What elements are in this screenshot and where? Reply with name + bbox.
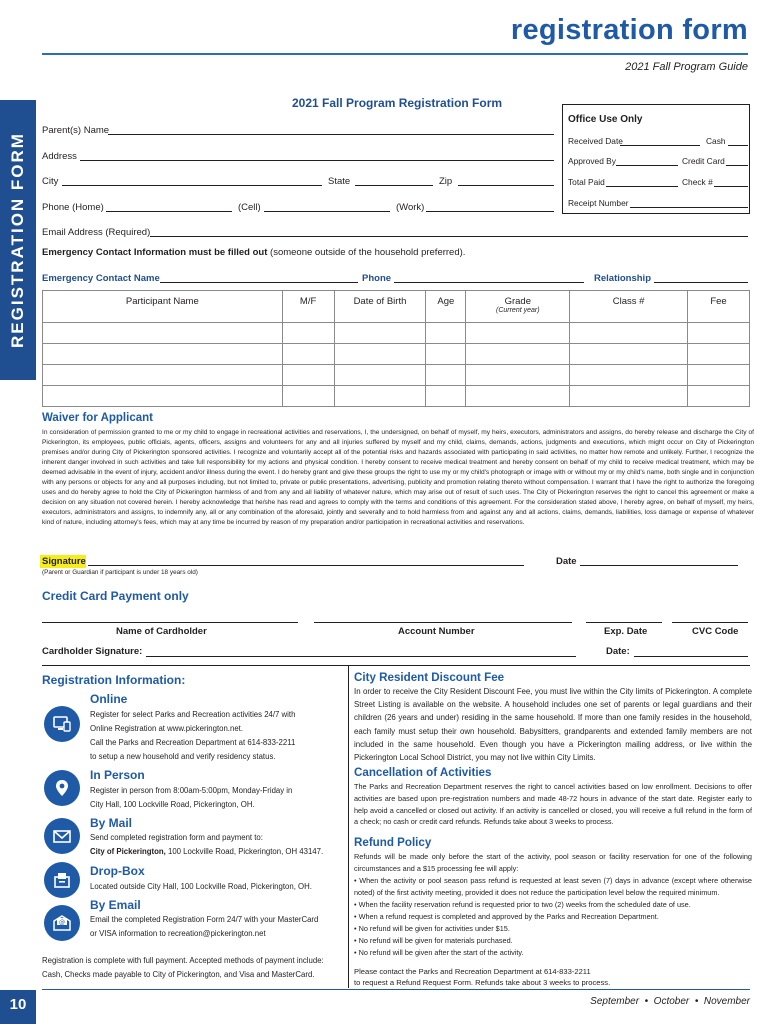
work-label: (Work)	[396, 202, 425, 213]
fee-cell[interactable]	[688, 365, 750, 386]
mf-cell[interactable]	[282, 365, 334, 386]
online-line-1: Register for select Parks and Recreation activities 24/7 with	[90, 710, 296, 719]
participant-cell[interactable]	[43, 344, 283, 365]
by-mail-line-2-rest: 100 Lockville Road, Pickerington, OH 43147.	[165, 847, 324, 856]
dob-cell[interactable]	[334, 386, 426, 407]
refund-bullet-3: • When a refund request is completed and approved by the Parks and Recreation Department.	[354, 912, 659, 921]
cvc-label: CVC Code	[692, 626, 739, 637]
col-age: Age	[426, 291, 466, 323]
participant-header-row	[43, 291, 750, 323]
complete-line-2: Cash, Checks made payable to City of Pickerington, and Visa and MasterCard.	[42, 970, 315, 979]
office-check-label: Check #	[682, 177, 713, 187]
grade-cell[interactable]	[466, 344, 570, 365]
svg-text:@: @	[59, 919, 65, 926]
emergency-note-rest: (someone outside of the household preferred).	[267, 247, 466, 258]
col-fee: Fee	[688, 291, 750, 323]
online-line-2: Online Registration at www.pickerington.net.	[90, 724, 243, 733]
office-credit-label: Credit Card	[682, 156, 725, 166]
cardholder-signature-label: Cardholder Signature:	[42, 646, 143, 657]
emergency-note	[42, 247, 465, 258]
dob-cell[interactable]	[334, 365, 426, 386]
office-cash-field[interactable]	[728, 145, 748, 146]
complete-line-1: Registration is complete with full payment. Accepted methods of payment include:	[42, 956, 324, 965]
page-number: 10	[9, 996, 27, 1013]
credit-card-title: Credit Card Payment only	[42, 589, 189, 603]
drop-box-icon	[44, 862, 80, 898]
emergency-name-field[interactable]	[160, 282, 358, 283]
account-number-label: Account Number	[398, 626, 475, 637]
by-mail-line-2-bold: City of Pickerington,	[90, 847, 166, 856]
city-label: City	[42, 176, 59, 187]
refund-contact-2: to request a Refund Request Form. Refunds take about 3 weeks to process.	[354, 978, 611, 987]
signature-field[interactable]	[88, 565, 524, 566]
office-receipt-label: Receipt Number	[568, 198, 629, 208]
cancellation-text: The Parks and Recreation Department reserves the right to cancel activities based on low enrollment. Decisions to offer activities are based upon pre-registration numbers and made 48-72 hours in advance of the start date. Register early to help avoid a cancelled or closed out activity. If an activity is cancelled or closed, you will receive a full refund in the form of a check; no cash or credit card refunds. Refunds take about 3 weeks to process.	[354, 782, 752, 827]
by-mail-line-1: Send completed registration form and payment to:	[90, 833, 263, 842]
participant-cell[interactable]	[43, 323, 283, 344]
side-label: REGISTRATION FORM	[8, 132, 27, 348]
dob-cell[interactable]	[334, 344, 426, 365]
participant-cell[interactable]	[43, 386, 283, 407]
grade-cell[interactable]	[466, 323, 570, 344]
in-person-line-2: City Hall, 100 Lockville Road, Pickerington, OH.	[90, 800, 255, 809]
office-received-date-label: Received Date	[568, 136, 623, 146]
class-cell[interactable]	[570, 386, 688, 407]
location-pin-icon	[44, 770, 80, 806]
form-title: 2021 Fall Program Registration Form	[292, 96, 503, 110]
office-title: Office Use Only	[568, 114, 643, 125]
cell-label: (Cell)	[238, 202, 261, 213]
cardholder-name-label: Name of Cardholder	[116, 626, 207, 637]
refund-bullet-4: • No refund will be given for activities under $15.	[354, 924, 510, 933]
phone-home-label: Phone (Home)	[42, 202, 104, 213]
online-title: Online	[90, 692, 128, 706]
col-dob: Date of Birth	[334, 291, 426, 323]
footer-months: September • October • November	[590, 996, 750, 1007]
class-cell[interactable]	[570, 323, 688, 344]
emergency-relationship-label: Relationship	[594, 273, 652, 284]
dob-cell[interactable]	[334, 323, 426, 344]
account-number-field[interactable]	[314, 622, 572, 623]
table-row[interactable]	[43, 386, 750, 407]
waiver-title: Waiver for Applicant	[42, 412, 153, 424]
exp-date-label: Exp. Date	[604, 626, 648, 637]
computer-icon	[44, 706, 80, 742]
table-row[interactable]	[43, 323, 750, 344]
waiver-date-label: Date	[556, 556, 577, 567]
address-field[interactable]	[80, 160, 554, 161]
age-cell[interactable]	[426, 365, 466, 386]
office-approved-field[interactable]	[616, 165, 678, 166]
office-credit-field[interactable]	[726, 165, 748, 166]
by-email-line-1: Email the completed Registration Form 24/7 with your MasterCard	[90, 915, 319, 924]
office-cash-label: Cash	[706, 136, 726, 146]
office-receipt-field[interactable]	[630, 207, 748, 208]
zip-label: Zip	[439, 176, 453, 187]
col-grade-note: (Current year)	[495, 307, 540, 314]
in-person-title: In Person	[90, 768, 145, 782]
address-label: Address	[42, 151, 77, 162]
table-row[interactable]	[43, 365, 750, 386]
cardholder-date-label: Date:	[606, 646, 630, 657]
online-line-3: Call the Parks and Recreation Department at 614-833-2211	[90, 738, 296, 747]
resident-text: In order to receive the City Resident Discount Fee, you must live within the City limits of Pickerington. A complete Street Listing is available on the website. A household includes one set of parents or legal guardians and their children (26 years and under) residing in the same household. If more than one family resides in the household, each family must setup their own household. Babysitters, grandparents and extended family members are not included in the same household. Even though you have a Pickerington mailing address, or live within the Pickerington Local School District, you may not live within City Limits.	[354, 687, 752, 763]
zip-field[interactable]	[458, 185, 554, 186]
by-mail-title: By Mail	[90, 816, 133, 830]
table-row[interactable]	[43, 344, 750, 365]
section-divider	[42, 665, 750, 666]
state-label: State	[328, 176, 351, 187]
by-mail-line-2	[90, 846, 323, 859]
col-mf: M/F	[282, 291, 334, 323]
participant-cell[interactable]	[43, 365, 283, 386]
drop-box-line-1: Located outside City Hall, 100 Lockville Road, Pickerington, OH.	[90, 882, 312, 891]
refund-contact-1: Please contact the Parks and Recreation Department at 614-833-2211	[354, 967, 591, 976]
refund-bullet-6: • No refund will be given after the start of the activity.	[354, 948, 524, 957]
cancellation-title: Cancellation of Activities	[354, 766, 492, 779]
office-received-date-field[interactable]	[620, 145, 700, 146]
refund-title: Refund Policy	[354, 836, 432, 849]
cardholder-date-field[interactable]	[634, 656, 748, 657]
col-class: Class #	[570, 291, 688, 323]
office-total-label: Total Paid	[568, 177, 605, 187]
grade-cell[interactable]	[466, 386, 570, 407]
cardholder-name-field[interactable]	[42, 622, 298, 623]
grade-cell[interactable]	[466, 365, 570, 386]
refund-bullet-2: • When the facility reservation refund is requested prior to two (2) weeks from the scheduled date of use.	[354, 900, 691, 909]
col-grade	[466, 291, 570, 323]
mf-cell[interactable]	[282, 323, 334, 344]
office-total-field[interactable]	[606, 186, 678, 187]
online-line-4: to setup a new household and verify residency status.	[90, 752, 276, 761]
cvc-field[interactable]	[672, 622, 748, 623]
page-header-title: registration form	[510, 14, 748, 46]
fee-cell[interactable]	[688, 323, 750, 344]
cell-field[interactable]	[264, 211, 390, 212]
email-icon	[44, 905, 80, 941]
cardholder-signature-field[interactable]	[146, 656, 576, 657]
office-approved-label: Approved By	[568, 156, 616, 166]
in-person-line-1: Register in person from 8:00am-5:00pm, Monday-Friday in	[90, 786, 293, 795]
emergency-phone-field[interactable]	[394, 282, 584, 283]
signature-note: (Parent or Guardian if participant is under 18 years old)	[42, 569, 198, 576]
age-cell[interactable]	[426, 386, 466, 407]
exp-date-field[interactable]	[586, 622, 662, 623]
mf-cell[interactable]	[282, 344, 334, 365]
waiver-text: In consideration of permission granted to me or my child to engage in recreational activities and reservations, I, the undersigned, on behalf of myself, my heirs, executors, administrators and assigns, do hereby release and discharge the City of Pickerington, its employees, public officials, agents, officers, assigns and volunteers for any and all injuries suffered by myself and my child, claims, demands, actions, judgments and executions, which might occur on City of Pickerington premises and/or during City of Pickerington sponsored activities. I recognize and voluntarily accept all of the potential risks and hazards associated with participating in said activities, no matter how remote and unlikely. Further, I recognize the inherent danger involved in such activities and take full responsibility for my actions and physical condition. I hereby consent to receive medical treatment and hereby consent on behalf of my child to receive medical treatment, which may be deemed advisable in the event of injury, accident and/or illness during the event. I do hereby grant and give these groups the right to use my or my child's photograph or image with or without my or my child's name, both single and in conjunction with any persons or objects for any and all purposes including, but not limited to, private or public presentations, advertising, publicity and promotion relating thereto without compensation. I warrant that I have the right to authorize the foregoing uses and do hereby agree to hold the City of Pickerington harmless of and from any and all liability of whatever nature, which may arise out of result of such uses. The City of Pickerington reserves the right to cancel this agreement or make a decision on any situation not covered herein. I hereby acknowledge that he/she has read and agrees to comply with the terms and conditions of this agreement. For the consideration stated above, I hereby agree, on behalf of myself, my heirs, executors, administrators and assigns, to indemnify any, all or any combination of the aforesaid, jointly and severally and to hold harmless from and against any and all actions, claims, demands, liabilities, loss damage or expense of whatever kind of nature, including attorney's fees, which may at any time be incurred by reason of my preparation and/or participation in recreational activities and reservations.	[42, 429, 754, 527]
age-cell[interactable]	[426, 323, 466, 344]
phone-home-field[interactable]	[106, 211, 232, 212]
age-cell[interactable]	[426, 344, 466, 365]
parents-name-field[interactable]	[108, 134, 554, 135]
class-cell[interactable]	[570, 344, 688, 365]
by-email-line-2: or VISA information to recreation@pickerington.net	[90, 929, 266, 938]
refund-bullet-1: • When the activity or pool season pass refund is requested at least seven (7) days in advance (except where otherwise noted) of the first activity meeting, provided it does not reduce the participation level below the required minimum.	[354, 876, 752, 897]
refund-intro: Refunds will be made only before the start of the activity, pool season or facility reservation for one of the following circumstances and a $15 processing fee will apply:	[354, 852, 752, 873]
emergency-relationship-field[interactable]	[654, 282, 748, 283]
class-cell[interactable]	[570, 365, 688, 386]
header-subtitle: 2021 Fall Program Guide	[625, 61, 748, 73]
col-participant-name: Participant Name	[43, 291, 283, 323]
emergency-name-label: Emergency Contact Name	[42, 273, 160, 284]
emergency-phone-label: Phone	[362, 273, 392, 284]
participant-table	[42, 290, 750, 407]
office-check-field[interactable]	[714, 186, 748, 187]
by-email-title: By Email	[90, 898, 141, 912]
footer-rule	[42, 989, 750, 990]
email-field[interactable]	[150, 236, 748, 237]
refund-bullet-5: • No refund will be given for materials purchased.	[354, 936, 513, 945]
parents-name-label: Parent(s) Name	[42, 125, 110, 136]
envelope-icon	[44, 818, 80, 854]
state-field[interactable]	[355, 185, 433, 186]
work-field[interactable]	[426, 211, 554, 212]
fee-cell[interactable]	[688, 344, 750, 365]
waiver-date-field[interactable]	[580, 565, 738, 566]
column-divider	[348, 666, 349, 988]
city-field[interactable]	[62, 185, 322, 186]
emergency-note-bold: Emergency Contact Information must be filled out	[42, 247, 268, 258]
resident-title: City Resident Discount Fee	[354, 671, 505, 684]
drop-box-title: Drop-Box	[90, 864, 145, 878]
col-grade-label: Grade	[504, 296, 531, 307]
header-rule	[42, 53, 748, 55]
signature-label: Signature	[42, 556, 86, 567]
mf-cell[interactable]	[282, 386, 334, 407]
registration-info-title: Registration Information:	[42, 673, 186, 687]
email-label: Email Address (Required)	[42, 227, 151, 238]
fee-cell[interactable]	[688, 386, 750, 407]
